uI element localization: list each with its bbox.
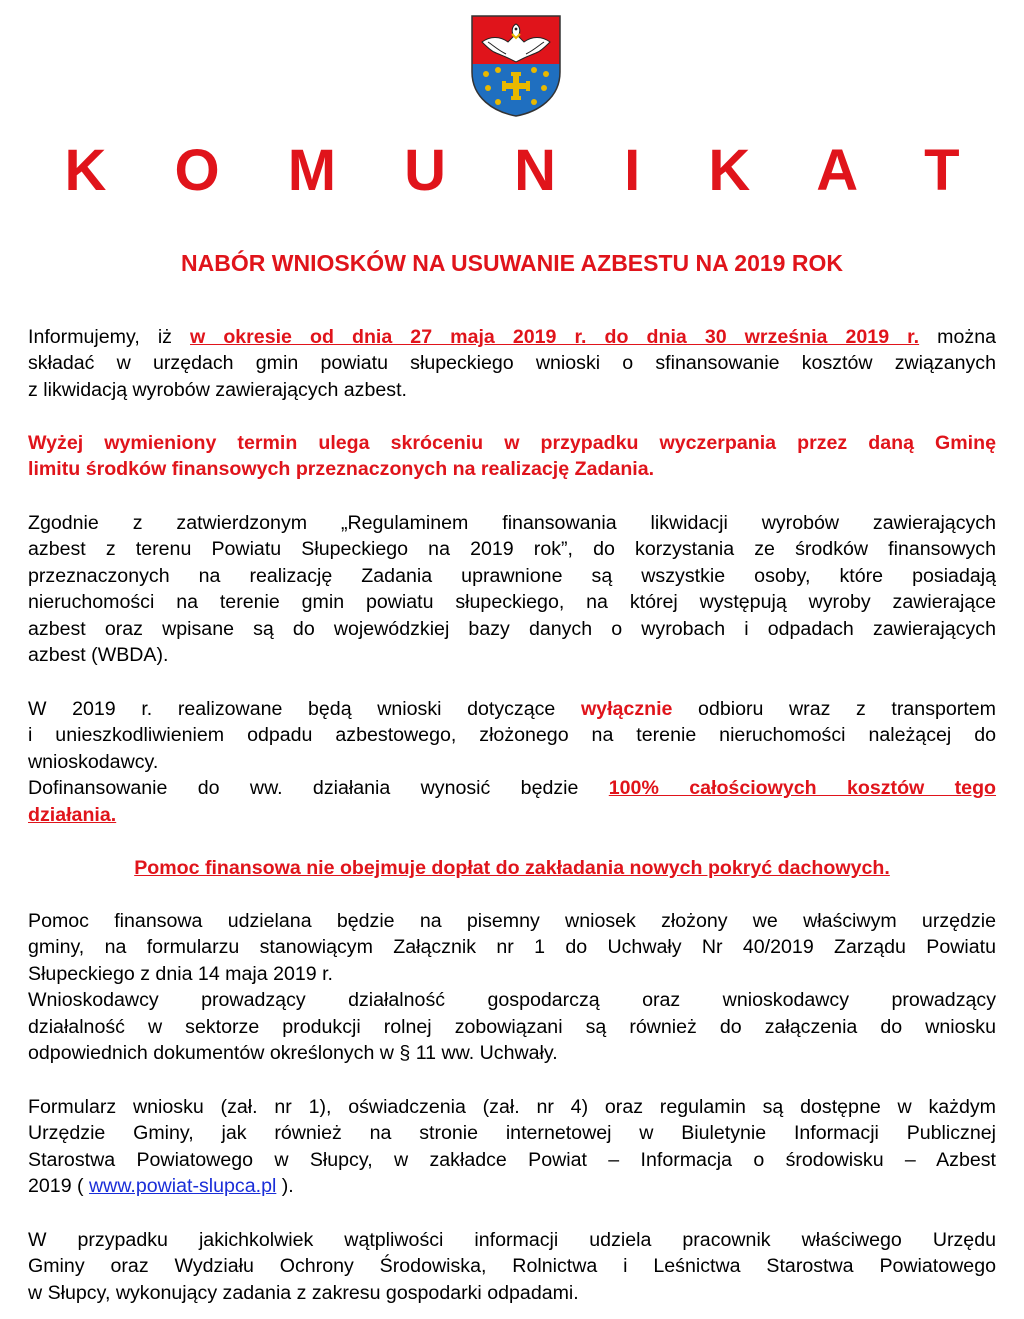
funding-percent-highlight: 100% całościowych kosztów tego (608, 777, 997, 800)
website-link[interactable]: www.powiat-slupca.pl (89, 1175, 277, 1198)
paragraph-application: Pomoc finansowa udzielana będzie na pisemny wniosek złożony we właściwym urzędzie gminy, na formularzu stanowiącym Załącznik nr 1 do Uchwały Nr 40/2019 Zarządu Powiatu Słupeckiego z dnia 14 maja 2019 r. Wnioskodawcy prowadzący działalność gospodarczą oraz wnioskodawcy prowadzący działalność w sektorze produkcji rolnej zobowiązani są również do załączenia do wniosku odpowiednich dokumentów określonych w § 11 ww. Uchwały. (28, 910, 996, 1065)
paragraph-dates: Informujemy, iż w okresie od dnia 27 maja 2019 r. do dnia 30 września 2019 r. można składać w urzędach gmin powiatu słupeckiego wnioski o sfinansowanie kosztów związanych z likwidacją wyrobów zawierających azbest. (28, 326, 996, 401)
date-range-highlight: w okresie od dnia 27 maja 2019 r. do dnia 30 września 2019 r. (190, 326, 920, 348)
page-subtitle: NABÓR WNIOSKÓW NA USUWANIE AZBESTU NA 2019 ROK (181, 250, 843, 276)
paragraph-contact: W przypadku jakichkolwiek wątpliwości informacji udziela pracownik właściwego Urzędu Gminy oraz Wydziału Ochrony Środowiska, Rolnictwa i Leśnictwa Starostwa Powiatowego w Słupcy, wykonujący zadania z zakresu gospodarki odpadami. (28, 1229, 996, 1304)
paragraph-roof-exclusion: Pomoc finansowa nie obejmuje dopłat do zakładania nowych pokryć dachowych. (134, 857, 890, 879)
exclusively-highlight: wyłącznie (580, 698, 673, 720)
paragraph-limit-warning: Wyżej wymieniony termin ulega skróceniu w przypadku wyczerpania przez daną Gminę limitu środków finansowych przeznaczonych na realizację Zadania. (28, 432, 996, 481)
paragraph-scope: W 2019 r. realizowane będą wnioski dotyczące wyłącznie odbioru wraz z transportem i unieszkodliwieniem odpadu azbestowego, złożonego na terenie nieruchomości należącej do wnioskodawcy. Dofinansowanie do ww. działania wynosić będzie 100% całościowych kosztów tego działania. (28, 698, 997, 826)
page-title: K O M U N I K A T (64, 138, 986, 203)
coat-of-arms-icon (468, 12, 564, 118)
paragraph-forms: Formularz wniosku (zał. nr 1), oświadczenia (zał. nr 4) oraz regulamin są dostępne w każdym Urzędzie Gminy, jak również na stronie internetowej w Biuletynie Informacji Publicznej Starostwa Powiatowego w Słupcy, w zakładce Powiat – Informacja o środowisku – Azbest 2019 ( www.powiat-slupca.pl ). (28, 1096, 996, 1198)
paragraph-eligibility: Zgodnie z zatwierdzonym „Regulaminem finansowania likwidacji wyrobów zawierających azbest z terenu Powiatu Słupeckiego na 2019 rok”, do korzystania ze środków finansowych przeznaczonych na realizację Zadania uprawnione są wszystkie osoby, które posiadają nieruchomości na terenie gmin powiatu słupeckiego, na której występują wyroby zawierające azbest oraz wpisane są do wojewódzkiej bazy danych o wyrobach i odpadach zawierających azbest (WBDA). (28, 512, 996, 667)
